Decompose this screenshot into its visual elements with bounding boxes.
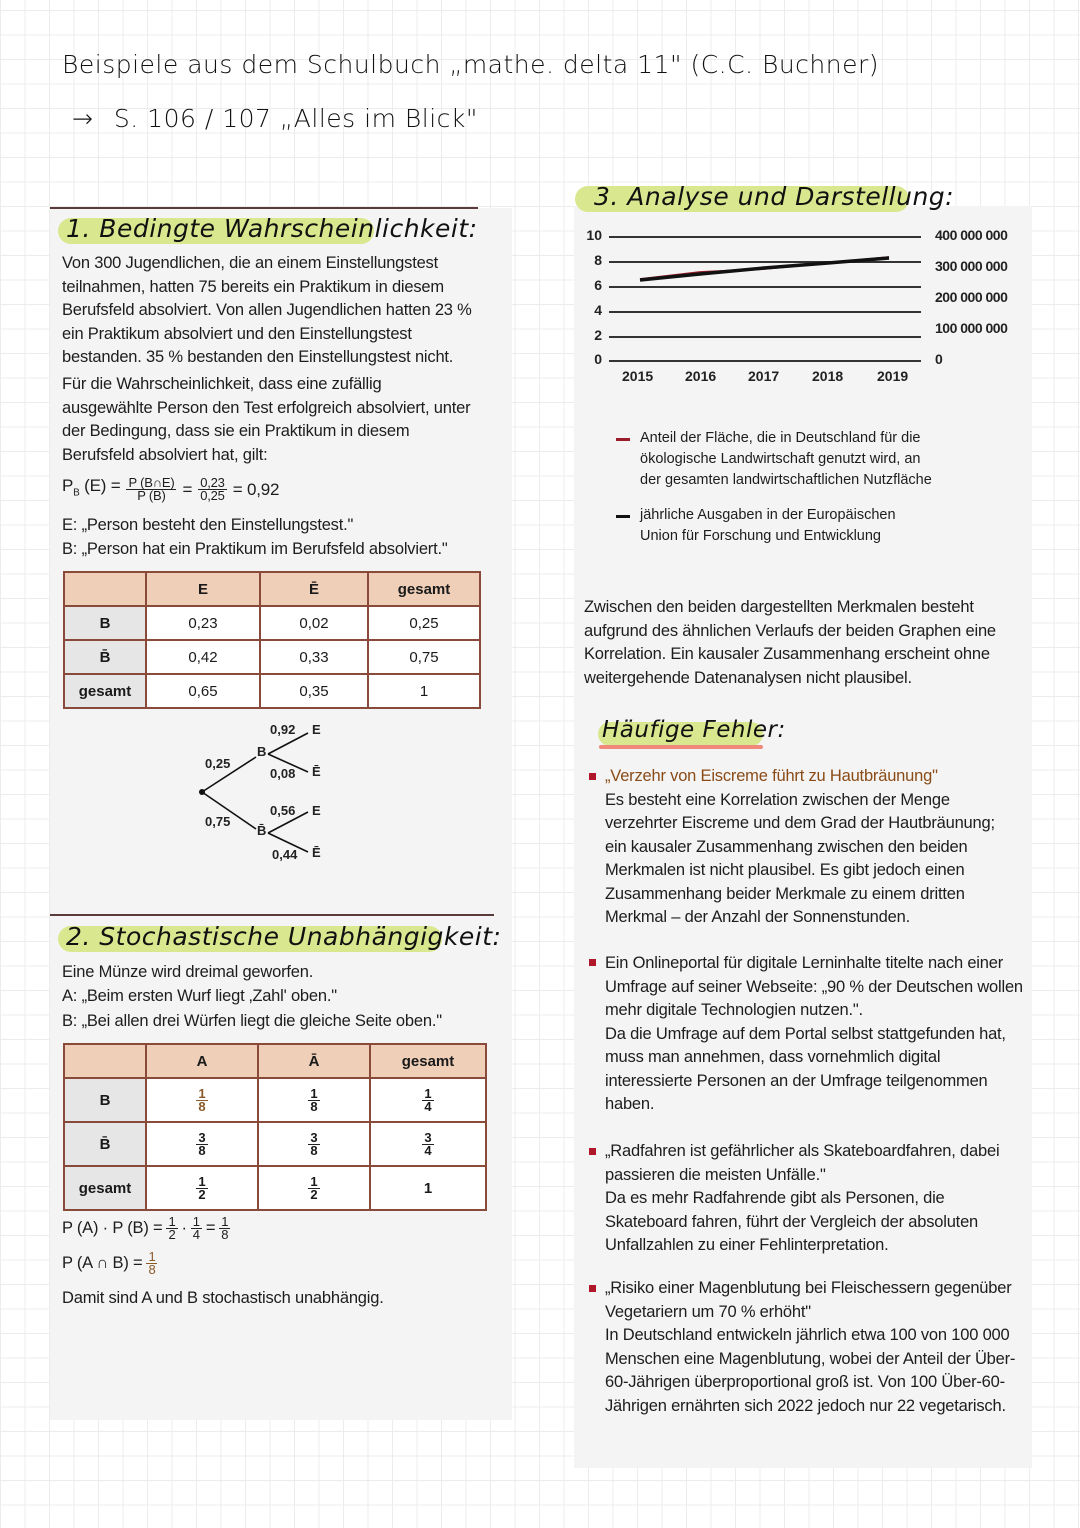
x-axis-tick: 2015 xyxy=(622,368,654,384)
section1-paragraph-2: Für die Wahrscheinlichkeit, dass eine zufällig ausgewählte Person den Test erfolgreich absolviert, unter der Bedingung, dass sie ein Praktikum in diesem Berufsfeld absolviert hat, gilt: xyxy=(62,375,471,464)
frac-den: 2 xyxy=(198,1186,206,1202)
table-cell: 0,75 xyxy=(368,640,480,674)
left-axis-tick: 6 xyxy=(594,277,602,293)
formula-lhs: P (A) · P (B) = xyxy=(62,1218,163,1237)
frac-num: 1 xyxy=(198,1173,206,1189)
fraction xyxy=(219,1216,230,1241)
tree-prob-bbar-ebar: 0,44 xyxy=(272,847,298,862)
section3-conclusion: Zwischen den beiden dargestellten Merkmalen besteht aufgrund des ähnlichen Verlaufs der beiden Graphen eine Korrelation. Ein kausaler Zusammenhang erscheint ohne weitergehende Datenanalysen nicht plausibel. xyxy=(584,598,996,687)
header-line-1 xyxy=(62,50,879,79)
header-title: Beispiele aus dem Schulbuch „mathe. delta 11" (C.C. Buchner) xyxy=(62,50,880,79)
x-axis-tick: 2016 xyxy=(685,368,717,384)
right-axis-tick: 0 xyxy=(935,351,943,367)
left-axis-tick: 0 xyxy=(594,351,602,367)
frac-den: 4 xyxy=(424,1142,432,1158)
bullet-icon xyxy=(589,1285,596,1292)
tree-leaf-ebar: Ē xyxy=(312,845,321,860)
frac-num: 3 xyxy=(310,1129,318,1145)
left-axis-tick: 10 xyxy=(586,227,602,243)
tree-prob-bbar: 0,75 xyxy=(205,814,231,829)
table-header-cell xyxy=(64,1044,146,1078)
table-header-cell: gesamt xyxy=(368,572,480,606)
frac-den: 8 xyxy=(221,1227,229,1242)
formula-result: = 0,92 xyxy=(232,479,280,499)
section2-intro: Eine Münze wird dreimal geworfen. xyxy=(62,963,314,981)
table-header-cell: gesamt xyxy=(370,1044,486,1078)
fraction xyxy=(422,1085,433,1114)
formula-lhs: P (A ∩ B) = xyxy=(62,1253,143,1272)
table-cell xyxy=(370,1078,486,1122)
formula-equals: = xyxy=(182,479,193,499)
tree-prob-b-ebar: 0,08 xyxy=(270,766,296,781)
fraction xyxy=(196,1129,207,1158)
tree-leaf-e: E xyxy=(312,803,321,818)
frac-den: 4 xyxy=(424,1098,432,1114)
arrow-right-icon: → xyxy=(72,104,94,133)
section3-title: 3. Analyse und Darstellung: xyxy=(594,182,955,211)
errors-underline xyxy=(599,745,763,749)
fraction xyxy=(146,1251,157,1276)
errors-title: Häufige Fehler: xyxy=(602,717,786,743)
table-cell: 0,23 xyxy=(146,606,260,640)
row-header: gesamt xyxy=(64,674,146,708)
page-reference: S. 106 / 107 „Alles im Blick" xyxy=(113,104,478,133)
table-row xyxy=(64,1078,486,1122)
table-header-cell xyxy=(64,572,146,606)
error-explanation: Es besteht eine Korrelation zwischen der Menge verzehrter Eiscreme und dem Grad der Hautbräunung; ein kausaler Zusammenhang zwischen den beiden Merkmalen ist nicht plausibel. Es gibt jedoch einen Zusammenhang beider Merkmale zu einem dritten Merkmal – der Anzahl der Sonnenstunden. xyxy=(605,790,995,926)
table-cell: 0,25 xyxy=(368,606,480,640)
section1-rule xyxy=(50,207,478,209)
event-e-definition: E: „Person besteht den Einstellungstest." xyxy=(62,516,354,534)
error-explanation: In Deutschland entwickeln jährlich etwa 100 von 100 000 Menschen eine Magenblutung, wobei der Anteil der Über-60-Jährigen überproportional groß ist. Von 100 Über-60-Jährigen ernährten sich 2022 jedoch nur 22 vegetarisch. xyxy=(605,1326,1016,1415)
error-explanation: Da es mehr Radfahrende gibt als Personen, die Skateboard fahren, führt der Vergleich der absoluten Unfallzahlen zu einer Fehlinterpretation. xyxy=(605,1189,979,1254)
line-chart xyxy=(580,225,1030,395)
formula-arg: (E) = xyxy=(84,476,121,495)
table-cell xyxy=(258,1078,370,1122)
frac-den: 2 xyxy=(168,1227,176,1242)
frac-num: 1 xyxy=(198,1085,206,1101)
frac-num: 1 xyxy=(310,1173,318,1189)
table-row xyxy=(64,606,480,640)
table-cell: 0,42 xyxy=(146,640,260,674)
table-row xyxy=(64,674,480,708)
bullet-icon xyxy=(589,1148,596,1155)
intersection-formula xyxy=(62,1251,157,1276)
table-row xyxy=(64,640,480,674)
bullet-icon xyxy=(589,773,596,780)
x-axis-tick: 2019 xyxy=(877,368,909,384)
header-line-2 xyxy=(72,104,478,133)
tree-leaf-e: E xyxy=(312,722,321,737)
tree-leaf-ebar: Ē xyxy=(312,764,321,779)
fraction xyxy=(196,1173,207,1202)
table-cell xyxy=(258,1166,370,1210)
table-cell: 0,33 xyxy=(260,640,368,674)
table-row xyxy=(64,1166,486,1210)
table-cell: 0,35 xyxy=(260,674,368,708)
fraction xyxy=(308,1129,319,1158)
row-header: gesamt xyxy=(64,1166,146,1210)
frac-num: 3 xyxy=(198,1129,206,1145)
product-formula xyxy=(62,1216,230,1241)
table-cell: 0,65 xyxy=(146,674,260,708)
frac-den: 8 xyxy=(310,1142,318,1158)
error-quote: Ein Onlineportal für digitale Lerninhalte titelte nach einer Umfrage auf seiner Webseite: „90 % der Deutschen wollen mehr digitale Technologien nutzen.". xyxy=(605,954,1023,1019)
conditional-probability-formula xyxy=(62,474,279,505)
table-row xyxy=(64,1122,486,1166)
fraction xyxy=(166,1216,177,1241)
formula-fraction-1 xyxy=(126,474,176,503)
frac-num: 1 xyxy=(192,1214,200,1229)
left-axis-tick: 8 xyxy=(594,252,602,268)
fraction xyxy=(308,1173,319,1202)
legend-label: jährliche Ausgaben in der Europäischen Union für Forschung und Entwicklung xyxy=(640,507,896,544)
tree-node-bbar: B̄ xyxy=(257,823,267,838)
frac-num: 3 xyxy=(424,1129,432,1145)
legend-swatch-black xyxy=(616,515,630,518)
table-header-cell: Ē xyxy=(260,572,368,606)
event-b2-definition: B: „Bei allen drei Würfen liegt die gleiche Seite oben." xyxy=(62,1012,442,1030)
error-quote: „Risiko einer Magenblutung bei Fleischessern gegenüber Vegetariern um 70 % erhöht" xyxy=(605,1279,1012,1321)
fraction xyxy=(196,1085,207,1114)
section1-paragraph-1: Von 300 Jugendlichen, die an einem Einstellungstest teilnahmen, hatten 75 bereits ein Praktikum in diesem Berufsfeld absolviert. Von allen Jugendlichen hatten 23 % ein Praktikum absolviert und den Einstellungstest bestanden. 35 % bestanden den Einstellungstest nicht. xyxy=(62,254,472,366)
legend-label: Anteil der Fläche, die in Deutschland für die ökologische Landwirtschaft genutzt wird, an der gesamten landwirtschaftlichen Nutzfläche xyxy=(640,430,932,488)
table-cell xyxy=(370,1122,486,1166)
legend-item xyxy=(616,428,936,491)
frac-num: 1 xyxy=(424,1085,432,1101)
frac-den: 4 xyxy=(192,1227,200,1242)
frac-den: P (B) xyxy=(137,487,166,503)
formula-p: P xyxy=(62,476,74,495)
frac-num: P (B∩E) xyxy=(128,474,175,490)
fraction xyxy=(308,1085,319,1114)
chart-legend xyxy=(616,428,936,547)
frac-den: 8 xyxy=(148,1262,156,1277)
bullet-icon xyxy=(589,959,596,966)
frac-num: 1 xyxy=(310,1085,318,1101)
frac-num: 0,23 xyxy=(200,474,225,490)
event-b-definition: B: „Person hat ein Praktikum im Berufsfeld absolviert." xyxy=(62,540,448,558)
row-header: B̄ xyxy=(64,1122,146,1166)
formula-subscript: B xyxy=(73,487,80,499)
section2-title: 2. Stochastische Unabhängigkeit: xyxy=(66,922,502,951)
table-header-row xyxy=(64,572,480,606)
contingency-table-1 xyxy=(63,571,481,709)
table-header-cell: E xyxy=(146,572,260,606)
row-header: B xyxy=(64,1078,146,1122)
legend-swatch-red xyxy=(616,438,630,441)
error-quote: „Radfahren ist gefährlicher als Skateboardfahren, dabei passieren die meisten Unfälle." xyxy=(605,1142,1000,1184)
table-cell: 1 xyxy=(370,1166,486,1210)
right-axis-tick: 300 000 000 xyxy=(935,258,1008,274)
error-quote: „Verzehr von Eiscreme führt zu Hautbräunung" xyxy=(605,767,938,785)
formula-fraction-2 xyxy=(198,474,227,503)
table-header-row xyxy=(64,1044,486,1078)
x-axis-tick: 2018 xyxy=(812,368,844,384)
right-axis-tick: 400 000 000 xyxy=(935,227,1008,243)
tree-prob-b-e: 0,92 xyxy=(270,722,296,737)
frac-den: 8 xyxy=(198,1098,206,1114)
error-item xyxy=(605,952,1023,1117)
error-item xyxy=(605,1140,1023,1258)
error-item xyxy=(605,1277,1025,1418)
table-cell xyxy=(146,1122,258,1166)
x-axis-tick: 2017 xyxy=(748,368,780,384)
probability-tree xyxy=(180,712,360,872)
fraction xyxy=(422,1129,433,1158)
error-item xyxy=(605,765,1020,930)
frac-den: 8 xyxy=(310,1098,318,1114)
table-cell xyxy=(146,1078,258,1122)
right-axis-tick: 200 000 000 xyxy=(935,289,1008,305)
section2-rule xyxy=(50,914,494,916)
table-cell: 1 xyxy=(368,674,480,708)
tree-prob-b: 0,25 xyxy=(205,756,231,771)
left-axis-tick: 2 xyxy=(594,327,602,343)
event-a-definition: A: „Beim ersten Wurf liegt ‚Zahl' oben." xyxy=(62,987,337,1005)
row-header: B xyxy=(64,606,146,640)
frac-den: 2 xyxy=(310,1186,318,1202)
table-cell: 0,02 xyxy=(260,606,368,640)
formula-dot: · xyxy=(181,1218,187,1237)
contingency-table-2 xyxy=(63,1043,487,1211)
frac-num: 1 xyxy=(221,1214,229,1229)
independence-conclusion: Damit sind A und B stochastisch unabhängig. xyxy=(62,1289,384,1307)
table-header-cell: Ā xyxy=(258,1044,370,1078)
table-cell xyxy=(258,1122,370,1166)
tree-prob-bbar-e: 0,56 xyxy=(270,803,296,818)
tree-node-b: B xyxy=(257,744,267,759)
frac-num: 1 xyxy=(168,1214,176,1229)
right-axis-tick: 100 000 000 xyxy=(935,320,1008,336)
error-explanation: Da die Umfrage auf dem Portal selbst stattgefunden hat, muss man annehmen, dass vornehmlich digital interessierte Personen an der Umfrage teilgenommen haben. xyxy=(605,1024,1006,1113)
legend-item xyxy=(616,505,936,547)
frac-num: 1 xyxy=(148,1249,156,1264)
section1-title: 1. Bedingte Wahrscheinlichkeit: xyxy=(66,214,478,243)
table-header-cell: A xyxy=(146,1044,258,1078)
frac-den: 0,25 xyxy=(200,487,225,503)
frac-den: 8 xyxy=(198,1142,206,1158)
left-axis-tick: 4 xyxy=(594,302,602,318)
table-cell xyxy=(146,1166,258,1210)
fraction xyxy=(191,1216,202,1241)
row-header: B̄ xyxy=(64,640,146,674)
formula-equals: = xyxy=(205,1218,216,1237)
